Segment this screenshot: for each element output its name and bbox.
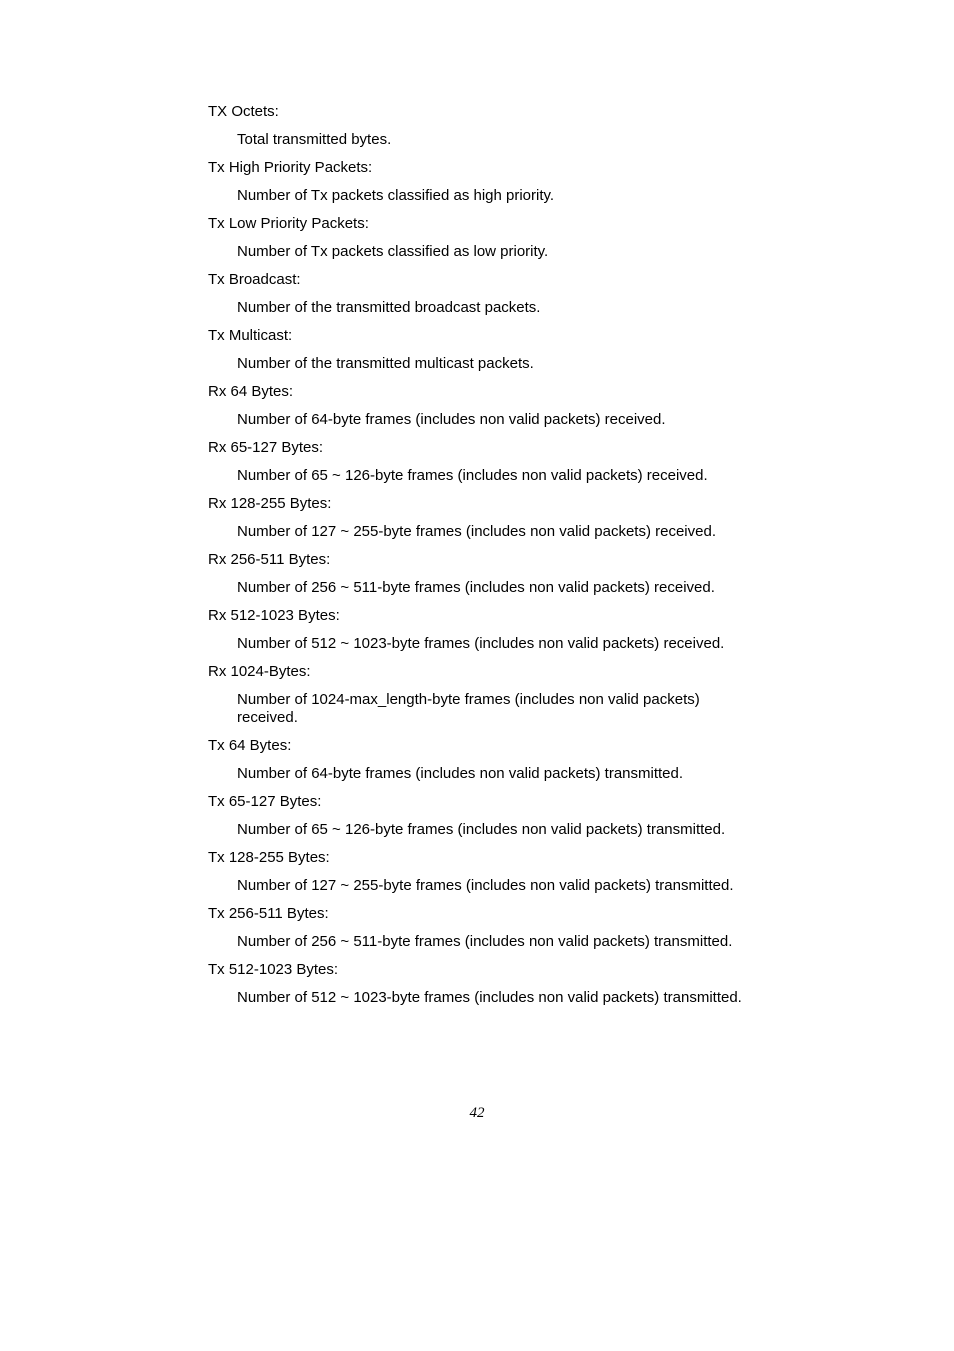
term-tx-64-bytes: Tx 64 Bytes:: [208, 737, 292, 754]
term-tx-256-511-bytes: Tx 256-511 Bytes:: [208, 905, 329, 922]
term-rx-64-bytes: Rx 64 Bytes:: [208, 383, 294, 400]
desc-rx-64-bytes: Number of 64-byte frames (includes non valid packets) received.: [237, 411, 666, 428]
term-rx-512-1023-bytes: Rx 512-1023 Bytes:: [208, 607, 340, 624]
desc-tx-512-1023-bytes: Number of 512 ~ 1023-byte frames (includes non valid packets) transmitted.: [237, 989, 742, 1006]
term-tx-broadcast: Tx Broadcast:: [208, 271, 301, 288]
desc-tx-multicast: Number of the transmitted multicast packets.: [237, 355, 534, 372]
term-tx-multicast: Tx Multicast:: [208, 327, 293, 344]
page-number: 42: [469, 1105, 485, 1121]
desc-tx-64-bytes: Number of 64-byte frames (includes non valid packets) transmitted.: [237, 765, 684, 782]
term-rx-128-255-bytes: Rx 128-255 Bytes:: [208, 495, 332, 512]
term-tx-high-priority-packets: Tx High Priority Packets:: [208, 159, 373, 176]
desc-tx-octets: Total transmitted bytes.: [237, 131, 392, 148]
term-tx-low-priority-packets: Tx Low Priority Packets:: [208, 215, 369, 232]
desc-rx-512-1023-bytes: Number of 512 ~ 1023-byte frames (includes non valid packets) received.: [237, 635, 725, 652]
desc-rx-128-255-bytes: Number of 127 ~ 255-byte frames (includes non valid packets) received.: [237, 523, 716, 540]
term-tx-512-1023-bytes: Tx 512-1023 Bytes:: [208, 961, 339, 978]
desc-rx-65-127-bytes: Number of 65 ~ 126-byte frames (includes non valid packets) received.: [237, 467, 708, 484]
desc-tx-128-255-bytes: Number of 127 ~ 255-byte frames (includes non valid packets) transmitted.: [237, 877, 734, 894]
desc-tx-65-127-bytes: Number of 65 ~ 126-byte frames (includes non valid packets) transmitted.: [237, 821, 726, 838]
term-rx-256-511-bytes: Rx 256-511 Bytes:: [208, 551, 331, 568]
term-tx-128-255-bytes: Tx 128-255 Bytes:: [208, 849, 330, 866]
term-rx-65-127-bytes: Rx 65-127 Bytes:: [208, 439, 324, 456]
desc-rx-256-511-bytes: Number of 256 ~ 511-byte frames (includes non valid packets) received.: [237, 579, 715, 596]
definition-list: [208, 103, 808, 1017]
desc-tx-high-priority-packets: Number of Tx packets classified as high priority.: [237, 187, 555, 204]
term-tx-65-127-bytes: Tx 65-127 Bytes:: [208, 793, 322, 810]
desc-tx-256-511-bytes: Number of 256 ~ 511-byte frames (includes non valid packets) transmitted.: [237, 933, 733, 950]
desc-tx-low-priority-packets: Number of Tx packets classified as low priority.: [237, 243, 549, 260]
desc-tx-broadcast: Number of the transmitted broadcast packets.: [237, 299, 541, 316]
term-rx-1024-bytes: Rx 1024-Bytes:: [208, 663, 311, 680]
desc-rx-1024-bytes: Number of 1024-max_length-byte frames (includes non valid packets) received.: [237, 691, 700, 726]
term-tx-octets: TX Octets:: [208, 103, 279, 120]
